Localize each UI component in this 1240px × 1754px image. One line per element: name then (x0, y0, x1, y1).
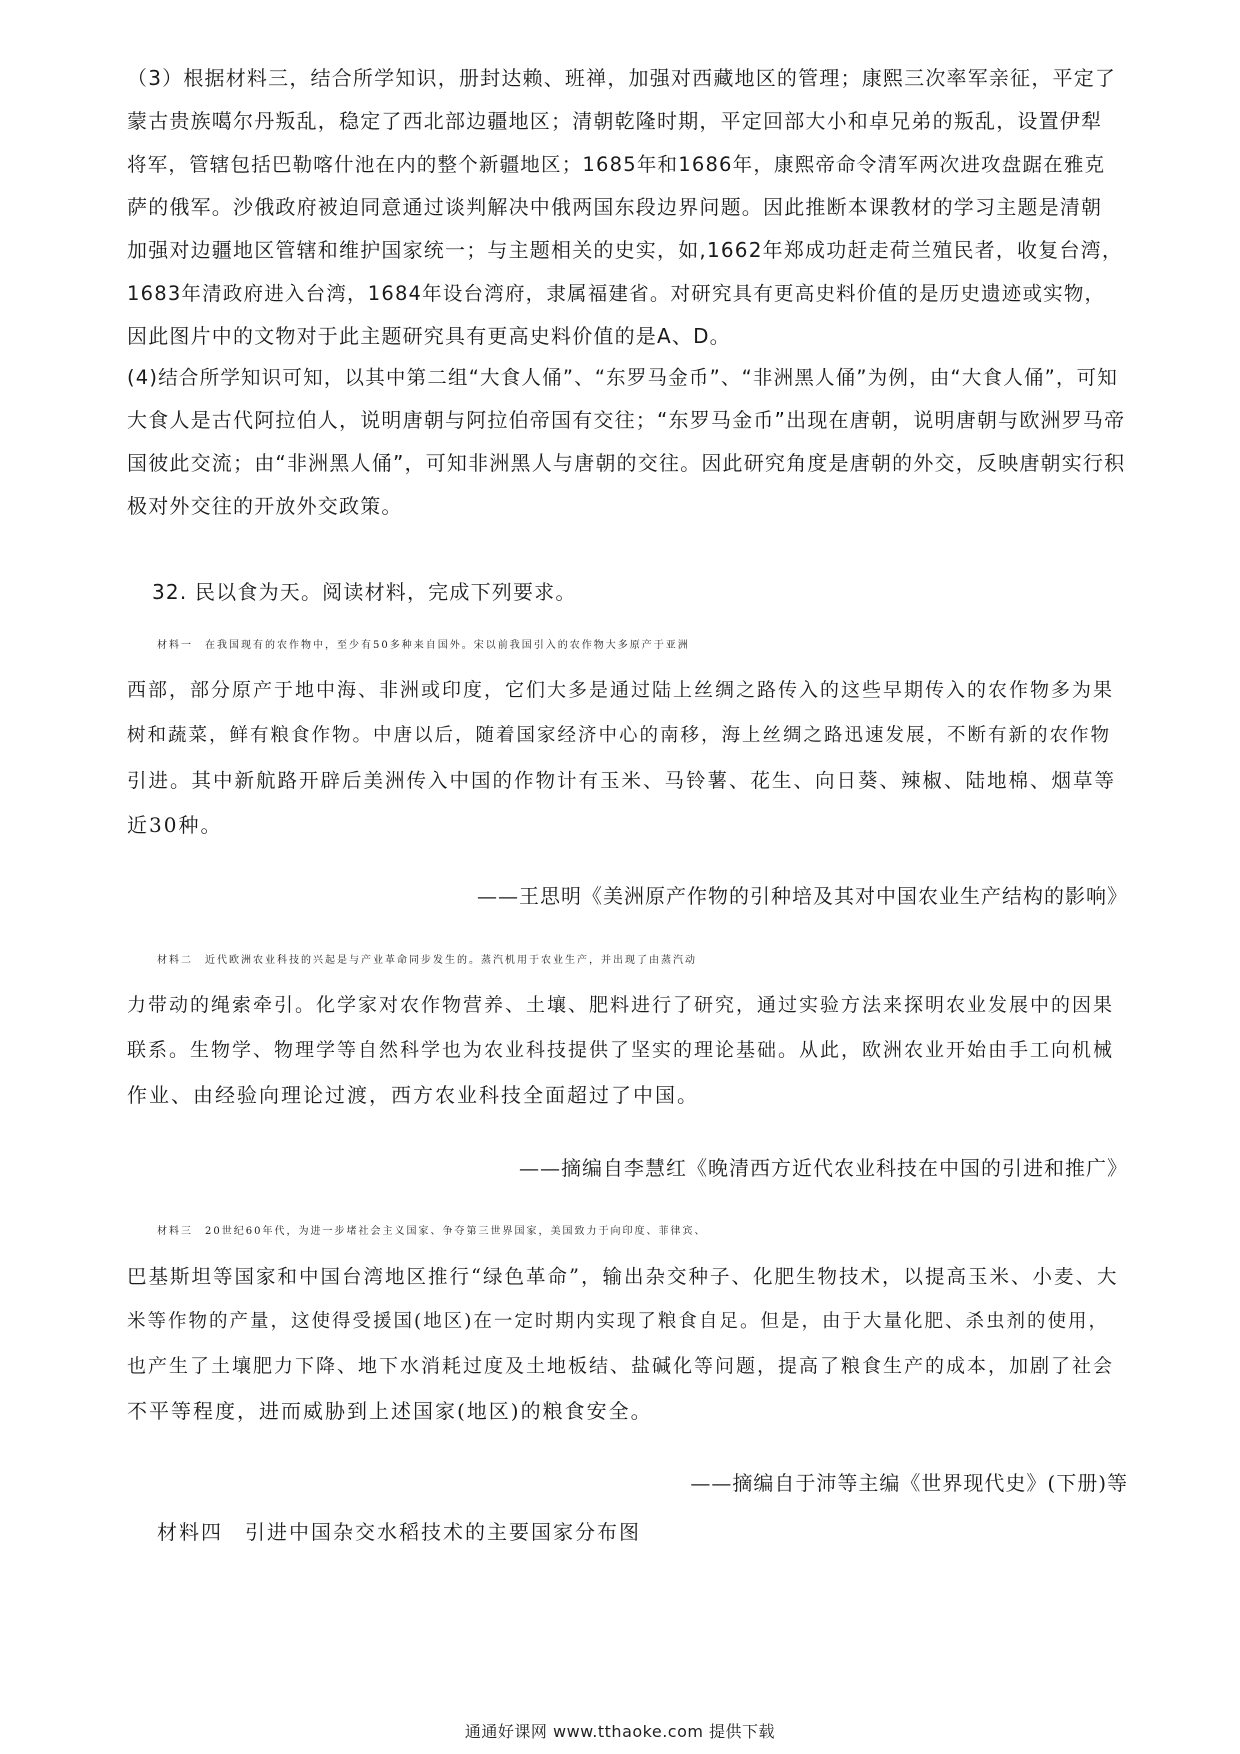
text-line: 国彼此交流；由“非洲黑人俑”，可知非洲黑人与唐朝的交往。因此研究角度是唐朝的外交，反映唐朝实行积 (127, 451, 1126, 475)
text-line: 大食人是古代阿拉伯人，说明唐朝与阿拉伯帝国有交往；“东罗马金币”出现在唐朝，说明唐朝与欧洲罗马帝 (127, 408, 1126, 432)
material-2-source: ——摘编自李慧红《晚清西方近代农业科技在中国的引进和推广》 (519, 1156, 1128, 1180)
page-footer: 通通好课网 www.tthaoke.com 提供下载 (464, 1722, 776, 1741)
answer-4-paragraph (127, 356, 1127, 528)
text-line: 加强对边疆地区管辖和维护国家统一；与主题相关的史实，如,1662年郑成功赶走荷兰殖民者，收复台湾， (127, 238, 1124, 262)
material-3-source: ——摘编自于沛等主编《世界现代史》(下册)等 (690, 1471, 1128, 1495)
text-line: 也产生了土壤肥力下降、地下水消耗过度及土地板结、盐碱化等问题，提高了粮食生产的成本，加剧了社会 (127, 1355, 1115, 1377)
text-line: 材料一 在我国现有的农作物中，至少有50多种来自国外。宋以前我国引入的农作物大多原产于亚洲 (157, 640, 690, 651)
material-4-caption: 材料四 引进中国杂交水稻技术的主要国家分布图 (157, 1520, 641, 1544)
text-line: 引进。其中新航路开辟后美洲传入中国的作物计有玉米、马铃薯、花生、向日葵、辣椒、陆地棉、烟草等 (127, 769, 1117, 792)
material-2 (127, 938, 1127, 1118)
text-line: 作业、由经验向理论过渡，西方农业科技全面超过了中国。 (127, 1083, 699, 1107)
text-line: 树和蔬菜，鲜有粮食作物。中唐以后，随着国家经济中心的南移，海上丝绸之路迅速发展，不断有新的农作物 (127, 725, 1112, 746)
text-line: (4)结合所学知识可知，以其中第二组“大食人俑”、“东罗马金币”、“非洲黑人俑”为例，由“大食人俑”，可知 (127, 366, 1119, 389)
text-line: 材料三 20世纪60年代，为进一步堵社会主义国家、争夺第三世界国家，美国致力于向印度、菲律宾、 (157, 1226, 707, 1237)
text-line: 近30种。 (127, 813, 223, 837)
text-line: 因此图片中的文物对于此主题研究具有更高史料价值的是A、D。 (127, 324, 731, 348)
text-line: 力带动的绳索牵引。化学家对农作物营养、土壤、肥料进行了研究，通过实验方法来探明农业发展中的因果 (127, 994, 1115, 1016)
text-line: 1683年清政府进入台湾，1684年设台湾府，隶属福建省。对研究具有更高史料价值的是历史遗迹或实物， (127, 282, 1106, 305)
material-1-source: ——王思明《美洲原产作物的引种培及其对中国农业生产结构的影响》 (477, 884, 1128, 908)
text-line: 极对外交往的开放外交政策。 (127, 494, 403, 518)
text-line: 西部，部分原产于地中海、非洲或印度，它们大多是通过陆上丝绸之路传入的这些早期传入的农作物多为果 (127, 679, 1115, 701)
text-line: 萨的俄军。沙俄政府被迫同意通过谈判解决中俄两国东段边界问题。因此推断本课教材的学习主题是清朝 (127, 195, 1103, 219)
text-line: 将军，管辖包括巴勒喀什池在内的整个新疆地区；1685年和1686年，康熙帝命令清军两次进攻盘踞在雅克 (127, 153, 1106, 176)
text-line: 联系。生物学、物理学等自然科学也为农业科技提供了坚实的理论基础。从此，欧洲农业开始由手工向机械 (127, 1039, 1115, 1061)
text-line: 巴基斯坦等国家和中国台湾地区推行“绿色革命”，输出杂交种子、化肥生物技术，以提高玉米、小麦、大 (127, 1265, 1119, 1288)
material-1 (127, 623, 1127, 848)
text-line: 材料二 近代欧洲农业科技的兴起是与产业革命同步发生的。蒸汽机用于农业生产，并出现了由蒸汽动 (157, 955, 697, 966)
text-line: 蒙古贵族噶尔丹叛乱，稳定了西北部边疆地区；清朝乾隆时期，平定回部大小和卓兄弟的叛乱，设置伊犁 (127, 109, 1103, 133)
text-line: 米等作物的产量，这使得受援国(地区)在一定时期内实现了粮食自足。但是，由于大量化肥、杀虫剂的使用， (127, 1311, 1109, 1332)
material-3 (127, 1209, 1127, 1434)
text-line: 不平等程度，进而威胁到上述国家(地区)的粮食安全。 (127, 1399, 653, 1423)
question-32-heading: 32. 民以食为天。阅读材料，完成下列要求。 (152, 580, 577, 604)
answer-3-paragraph (127, 57, 1127, 358)
text-line: （3）根据材料三，结合所学知识，册封达赖、班禅，加强对西藏地区的管理；康熙三次率军亲征，平定了 (127, 66, 1117, 90)
